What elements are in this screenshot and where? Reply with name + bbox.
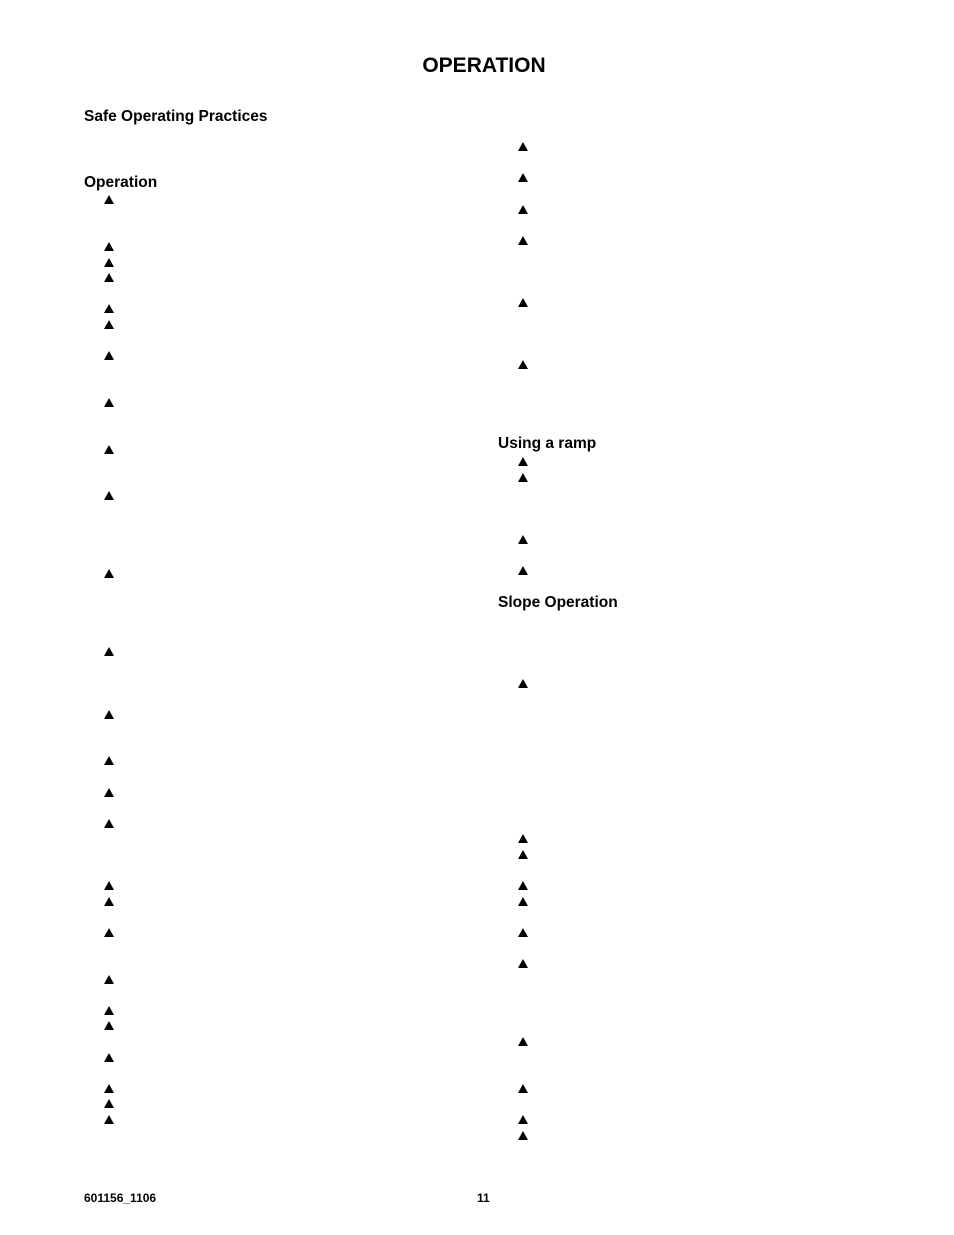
triangle-bullet-icon — [518, 566, 528, 575]
triangle-bullet-icon — [518, 473, 528, 482]
triangle-bullet-icon — [104, 975, 114, 984]
triangle-bullet-icon — [104, 491, 114, 500]
triangle-bullet-icon — [518, 236, 528, 245]
triangle-bullet-icon — [104, 897, 114, 906]
triangle-bullet-icon — [104, 195, 114, 204]
triangle-bullet-icon — [104, 445, 114, 454]
triangle-bullet-icon — [104, 788, 114, 797]
triangle-bullet-icon — [104, 320, 114, 329]
triangle-bullet-icon — [518, 1115, 528, 1124]
triangle-bullet-icon — [104, 928, 114, 937]
triangle-bullet-icon — [104, 273, 114, 282]
triangle-bullet-icon — [518, 881, 528, 890]
footer-document-number: 601156_1106 — [84, 1191, 157, 1205]
triangle-bullet-icon — [518, 1084, 528, 1093]
heading-operation: Operation — [84, 174, 158, 191]
footer-page-number: 11 — [477, 1191, 490, 1205]
triangle-bullet-icon — [518, 142, 528, 151]
triangle-bullet-icon — [104, 756, 114, 765]
triangle-bullet-icon — [104, 1021, 114, 1030]
triangle-bullet-icon — [518, 1037, 528, 1046]
triangle-bullet-icon — [518, 1131, 528, 1140]
heading-slope-operation: Slope Operation — [498, 594, 618, 611]
heading-safe-operating-practices: Safe Operating Practices — [84, 108, 268, 125]
triangle-bullet-icon — [518, 897, 528, 906]
triangle-bullet-icon — [104, 1099, 114, 1108]
page-title: OPERATION — [422, 54, 546, 77]
triangle-bullet-icon — [518, 298, 528, 307]
triangle-bullet-icon — [518, 360, 528, 369]
triangle-bullet-icon — [104, 304, 114, 313]
triangle-bullet-icon — [104, 819, 114, 828]
triangle-bullet-icon — [104, 351, 114, 360]
triangle-bullet-icon — [518, 928, 528, 937]
triangle-bullet-icon — [518, 205, 528, 214]
triangle-bullet-icon — [518, 679, 528, 688]
triangle-bullet-icon — [518, 959, 528, 968]
triangle-bullet-icon — [104, 258, 114, 267]
triangle-bullet-icon — [104, 881, 114, 890]
triangle-bullet-icon — [104, 242, 114, 251]
triangle-bullet-icon — [104, 647, 114, 656]
triangle-bullet-icon — [104, 569, 114, 578]
heading-using-a-ramp: Using a ramp — [498, 435, 597, 452]
triangle-bullet-icon — [518, 850, 528, 859]
triangle-bullet-icon — [104, 398, 114, 407]
triangle-bullet-icon — [104, 1084, 114, 1093]
triangle-bullet-icon — [518, 834, 528, 843]
triangle-bullet-icon — [104, 1006, 114, 1015]
triangle-bullet-icon — [518, 535, 528, 544]
triangle-bullet-icon — [104, 1053, 114, 1062]
triangle-bullet-icon — [104, 710, 114, 719]
triangle-bullet-icon — [104, 1115, 114, 1124]
triangle-bullet-icon — [518, 457, 528, 466]
triangle-bullet-icon — [518, 173, 528, 182]
